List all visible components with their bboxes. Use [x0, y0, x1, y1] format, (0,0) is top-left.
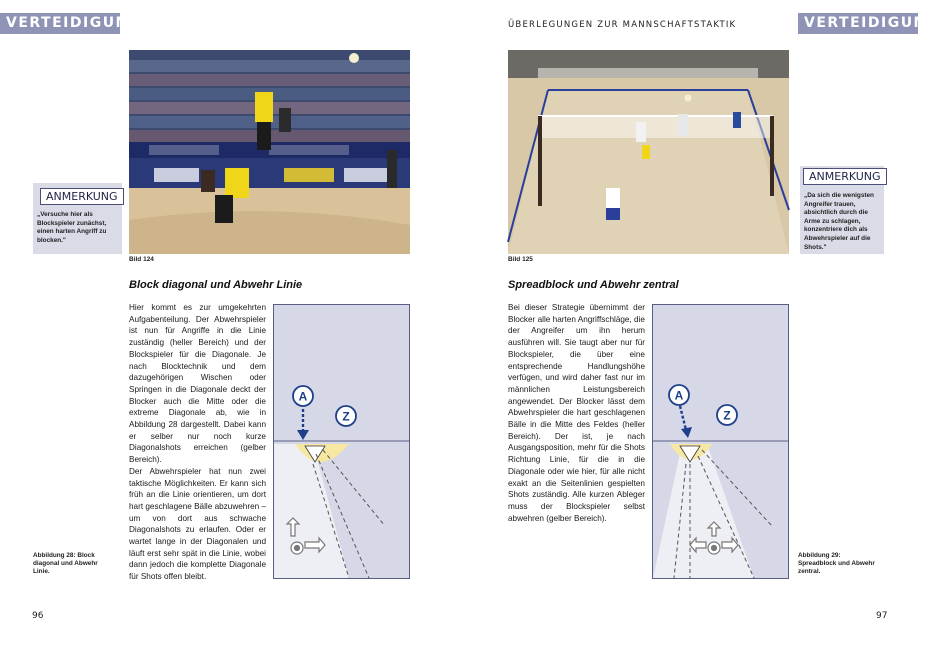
note-text-left: „Versuche hier als Blockspieler zunächst, einen harten Angriff zu blocken.": [37, 211, 107, 244]
defender-label-right: Z: [723, 408, 731, 423]
attacker-label-left: A: [298, 389, 308, 404]
note-text-right: „Da sich die wenigsten Angreifer trauen, absichtlich durch die Arme zu schlagen, konzentriere dich als Abwehrspieler auf die Shots.": [804, 192, 874, 251]
body-text-left: [129, 302, 266, 583]
attacker-label-right: A: [674, 388, 684, 403]
page-number-right: 97: [876, 611, 888, 621]
defender-label-left: Z: [342, 409, 350, 424]
section-tab-right: VERTEIDIGUNG: [798, 13, 918, 34]
note-box-left: [33, 183, 122, 254]
photo-bild-125: [508, 50, 789, 254]
running-head: ÜBERLEGUNGEN ZUR MANNSCHAFTSTAKTIK: [508, 20, 737, 30]
paragraph: Hier kommt es zur umgekehrten Aufgabenteilung. Der Abwehrspieler ist nun für Angriffe in die Linie zuständig (heller Bereich) und der Blockspieler für die Diagonale. Je nach Blocktechnik und dem dazugehörigen Wischen oder Springen in die Diagonale deckt der Blocker auch die Mitte oder die extreme Diagonale ab, wie in Abbildung 28 dargestellt. Dabei kann er selber nur noch kurze Diagonalshots erreichen (gelber Bereich).: [129, 303, 266, 465]
page-number-left: 96: [32, 611, 44, 621]
section-tab-left: VERTEIDIGUNG: [0, 13, 120, 34]
figure-caption-28: Abbildung 28: Block diagonal und Abwehr Linie.: [33, 552, 98, 575]
section-heading-left: Block diagonal und Abwehr Linie: [129, 279, 303, 291]
note-box-right: [800, 166, 884, 254]
photo-bild-124: [129, 50, 410, 254]
photo-caption-bild-125: Bild 125: [508, 256, 533, 263]
note-title-right: ANMERKUNG: [803, 168, 887, 185]
figure-caption-29: Abbildung 29: Spreadblock und Abwehr zentral.: [798, 552, 875, 575]
paragraph: Bei dieser Strategie übernimmt der Blocker alle harten Angriffschläge, die der Angreifer um ihn herum ausführen will. Sie taugt aber nur für Blockspieler, die über eine entsprechende Handlungshöhe verfügen, und wird daher fast nur im männlichen Leistungsbereich angewendet. Der Blocker lässt dem Abwehrspieler die hart geschlagenen Bälle in die Mitte des Feldes (heller Bereich). Der ist, je nach Ausgangsposition, mehr für die Shots Richtung Linie, für die in die Diagonale oder wie hier, für alle nicht exakt an die Seitenlinien gespielten Shots zuständig. Alle kurzen Ableger muss der Blockspieler selbst abwehren (gelber Bereich).: [508, 303, 645, 523]
section-heading-right: Spreadblock und Abwehr zentral: [508, 279, 679, 291]
body-text-right: [508, 302, 645, 524]
diagram-abbildung-29: [652, 304, 789, 579]
photo-caption-bild-124: Bild 124: [129, 256, 154, 263]
paragraph: Der Abwehrspieler hat nun zwei taktische Möglichkeiten. Er kann sich früh an die Linie orientieren, um dort hart geschlagene Bälle abzuwehren – um von dort aus schwache Diagonalshots zu erlaufen. Oder er wartet lange in der Diagonalen und läuft erst sehr spät in die Linie, wobei dann jedoch die komplette Diagonale für Shots offen bleibt.: [129, 466, 267, 582]
diagram-abbildung-28: [273, 304, 410, 579]
note-title-left: ANMERKUNG: [40, 188, 124, 205]
